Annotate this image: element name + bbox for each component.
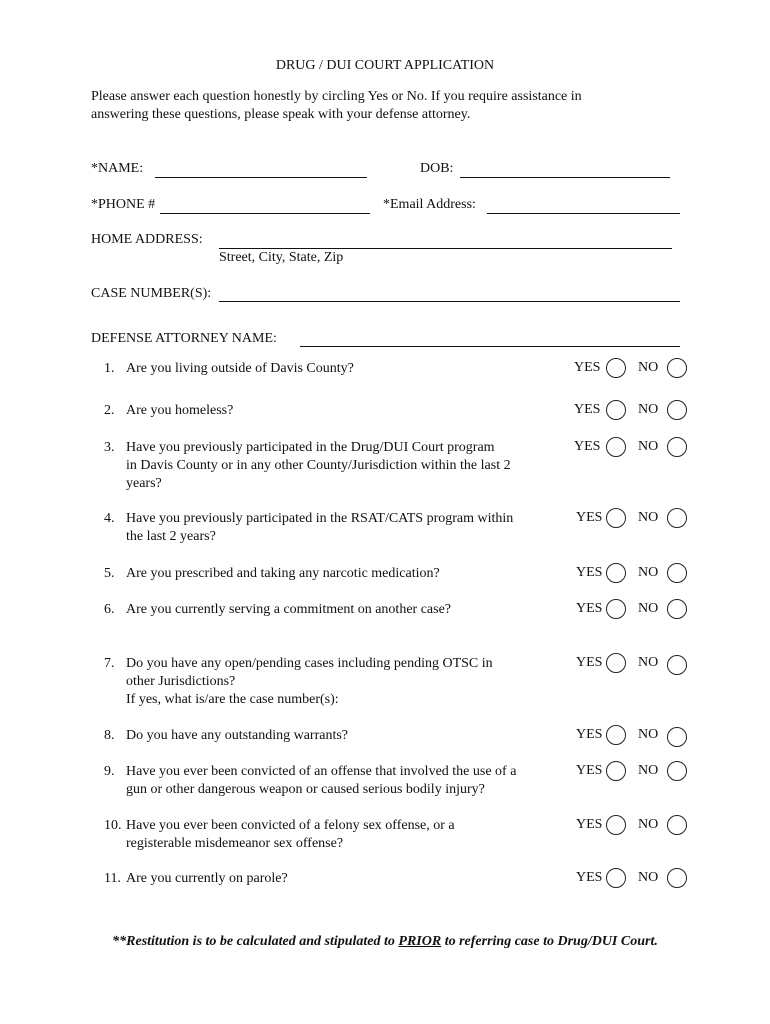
question-number: 4. <box>104 511 115 526</box>
question-text-line: Are you currently serving a commitment on another case? <box>126 602 451 617</box>
yes-radio-1[interactable] <box>606 358 626 378</box>
question-text <box>126 510 566 546</box>
question-number: 1. <box>104 361 115 376</box>
question-number: 5. <box>104 566 115 581</box>
question-text-line: other Jurisdictions? <box>126 674 236 689</box>
yes-label: YES <box>576 510 603 525</box>
no-radio-3[interactable] <box>667 437 687 457</box>
no-label: NO <box>638 601 659 616</box>
question-text <box>126 870 566 888</box>
no-label: NO <box>638 360 659 375</box>
question-text-line: Are you homeless? <box>126 403 234 418</box>
question-text <box>126 565 566 583</box>
dob-label: DOB: <box>420 161 454 176</box>
no-label: NO <box>638 763 659 778</box>
no-radio-7[interactable] <box>667 655 687 675</box>
case-numbers-label: CASE NUMBER(S): <box>91 286 212 301</box>
question-text-line: Do you have any outstanding warrants? <box>126 728 348 743</box>
question-text-line: Are you prescribed and taking any narcotic medication? <box>126 566 440 581</box>
email-label: *Email Address: <box>383 197 476 212</box>
question-number: 9. <box>104 764 115 779</box>
yes-radio-4[interactable] <box>606 508 626 528</box>
restitution-note-end: to referring case to Drug/DUI Court. <box>441 934 658 949</box>
yes-radio-11[interactable] <box>606 868 626 888</box>
question-text-line: years? <box>126 476 162 491</box>
question-number: 6. <box>104 602 115 617</box>
no-radio-1[interactable] <box>667 358 687 378</box>
home-address-hint: Street, City, State, Zip <box>219 250 344 265</box>
restitution-note <box>0 934 770 950</box>
no-label: NO <box>638 402 659 417</box>
question-text <box>126 439 566 493</box>
no-label: NO <box>638 817 659 832</box>
question-number: 10. <box>104 818 122 833</box>
no-radio-9[interactable] <box>667 761 687 781</box>
question-number: 11. <box>104 871 121 886</box>
phone-field[interactable] <box>160 213 370 214</box>
yes-radio-5[interactable] <box>606 563 626 583</box>
yes-label: YES <box>576 763 603 778</box>
question-number: 3. <box>104 440 115 455</box>
question-number: 8. <box>104 728 115 743</box>
name-field[interactable] <box>155 177 367 178</box>
question-text-line: Do you have any open/pending cases including pending OTSC in <box>126 656 493 671</box>
no-radio-8[interactable] <box>667 727 687 747</box>
home-address-label: HOME ADDRESS: <box>91 232 203 247</box>
question-text-line: If yes, what is/are the case number(s): <box>126 692 339 707</box>
question-text <box>126 817 566 853</box>
yes-radio-2[interactable] <box>606 400 626 420</box>
question-text-line: Are you living outside of Davis County? <box>126 361 354 376</box>
question-number: 7. <box>104 656 115 671</box>
attorney-label: DEFENSE ATTORNEY NAME: <box>91 331 277 346</box>
home-address-field[interactable] <box>219 248 672 249</box>
yes-radio-6[interactable] <box>606 599 626 619</box>
instructions <box>91 88 651 124</box>
yes-label: YES <box>576 727 603 742</box>
no-radio-2[interactable] <box>667 400 687 420</box>
question-text-line: gun or other dangerous weapon or caused serious bodily injury? <box>126 782 485 797</box>
question-text <box>126 360 566 378</box>
question-text <box>126 727 566 745</box>
no-radio-4[interactable] <box>667 508 687 528</box>
question-text <box>126 402 566 420</box>
yes-label: YES <box>574 360 601 375</box>
yes-radio-10[interactable] <box>606 815 626 835</box>
question-text-line: the last 2 years? <box>126 529 216 544</box>
question-text-line: Have you ever been convicted of a felony sex offense, or a <box>126 818 455 833</box>
question-text <box>126 763 566 799</box>
name-label: *NAME: <box>91 161 144 176</box>
no-label: NO <box>638 439 659 454</box>
question-text-line: in Davis County or in any other County/Jurisdiction within the last 2 <box>126 458 511 473</box>
instructions-line-2: answering these questions, please speak with your defense attorney. <box>91 107 471 122</box>
no-radio-10[interactable] <box>667 815 687 835</box>
yes-label: YES <box>574 402 601 417</box>
no-label: NO <box>638 565 659 580</box>
no-radio-11[interactable] <box>667 868 687 888</box>
yes-label: YES <box>576 870 603 885</box>
form-title: DRUG / DUI COURT APPLICATION <box>275 58 495 73</box>
dob-field[interactable] <box>460 177 670 178</box>
question-text-line: Have you previously participated in the RSAT/CATS program within <box>126 511 514 526</box>
no-radio-6[interactable] <box>667 599 687 619</box>
yes-label: YES <box>576 601 603 616</box>
yes-label: YES <box>576 655 603 670</box>
no-label: NO <box>638 510 659 525</box>
yes-radio-7[interactable] <box>606 653 626 673</box>
yes-radio-8[interactable] <box>606 725 626 745</box>
yes-radio-3[interactable] <box>606 437 626 457</box>
no-label: NO <box>638 655 659 670</box>
question-text-line: Have you ever been convicted of an offense that involved the use of a <box>126 764 517 779</box>
yes-radio-9[interactable] <box>606 761 626 781</box>
question-number: 2. <box>104 403 115 418</box>
restitution-note-start: **Restitution is to be calculated and stipulated to <box>112 934 399 949</box>
question-text-line: Are you currently on parole? <box>126 871 288 886</box>
question-text <box>126 601 566 619</box>
instructions-line-1: Please answer each question honestly by circling Yes or No. If you require assistance in <box>91 89 582 104</box>
yes-label: YES <box>576 817 603 832</box>
phone-label: *PHONE # <box>91 197 156 212</box>
email-field[interactable] <box>487 213 680 214</box>
yes-label: YES <box>576 565 603 580</box>
attorney-field[interactable] <box>300 346 680 347</box>
restitution-note-emphasis: PRIOR <box>398 934 442 949</box>
question-text-line: Have you previously participated in the Drug/DUI Court program <box>126 440 495 455</box>
case-numbers-field[interactable] <box>219 301 680 302</box>
no-label: NO <box>638 727 659 742</box>
question-text <box>126 655 566 709</box>
no-label: NO <box>638 870 659 885</box>
question-text-line: registerable misdemeanor sex offense? <box>126 836 344 851</box>
yes-label: YES <box>574 439 601 454</box>
no-radio-5[interactable] <box>667 563 687 583</box>
